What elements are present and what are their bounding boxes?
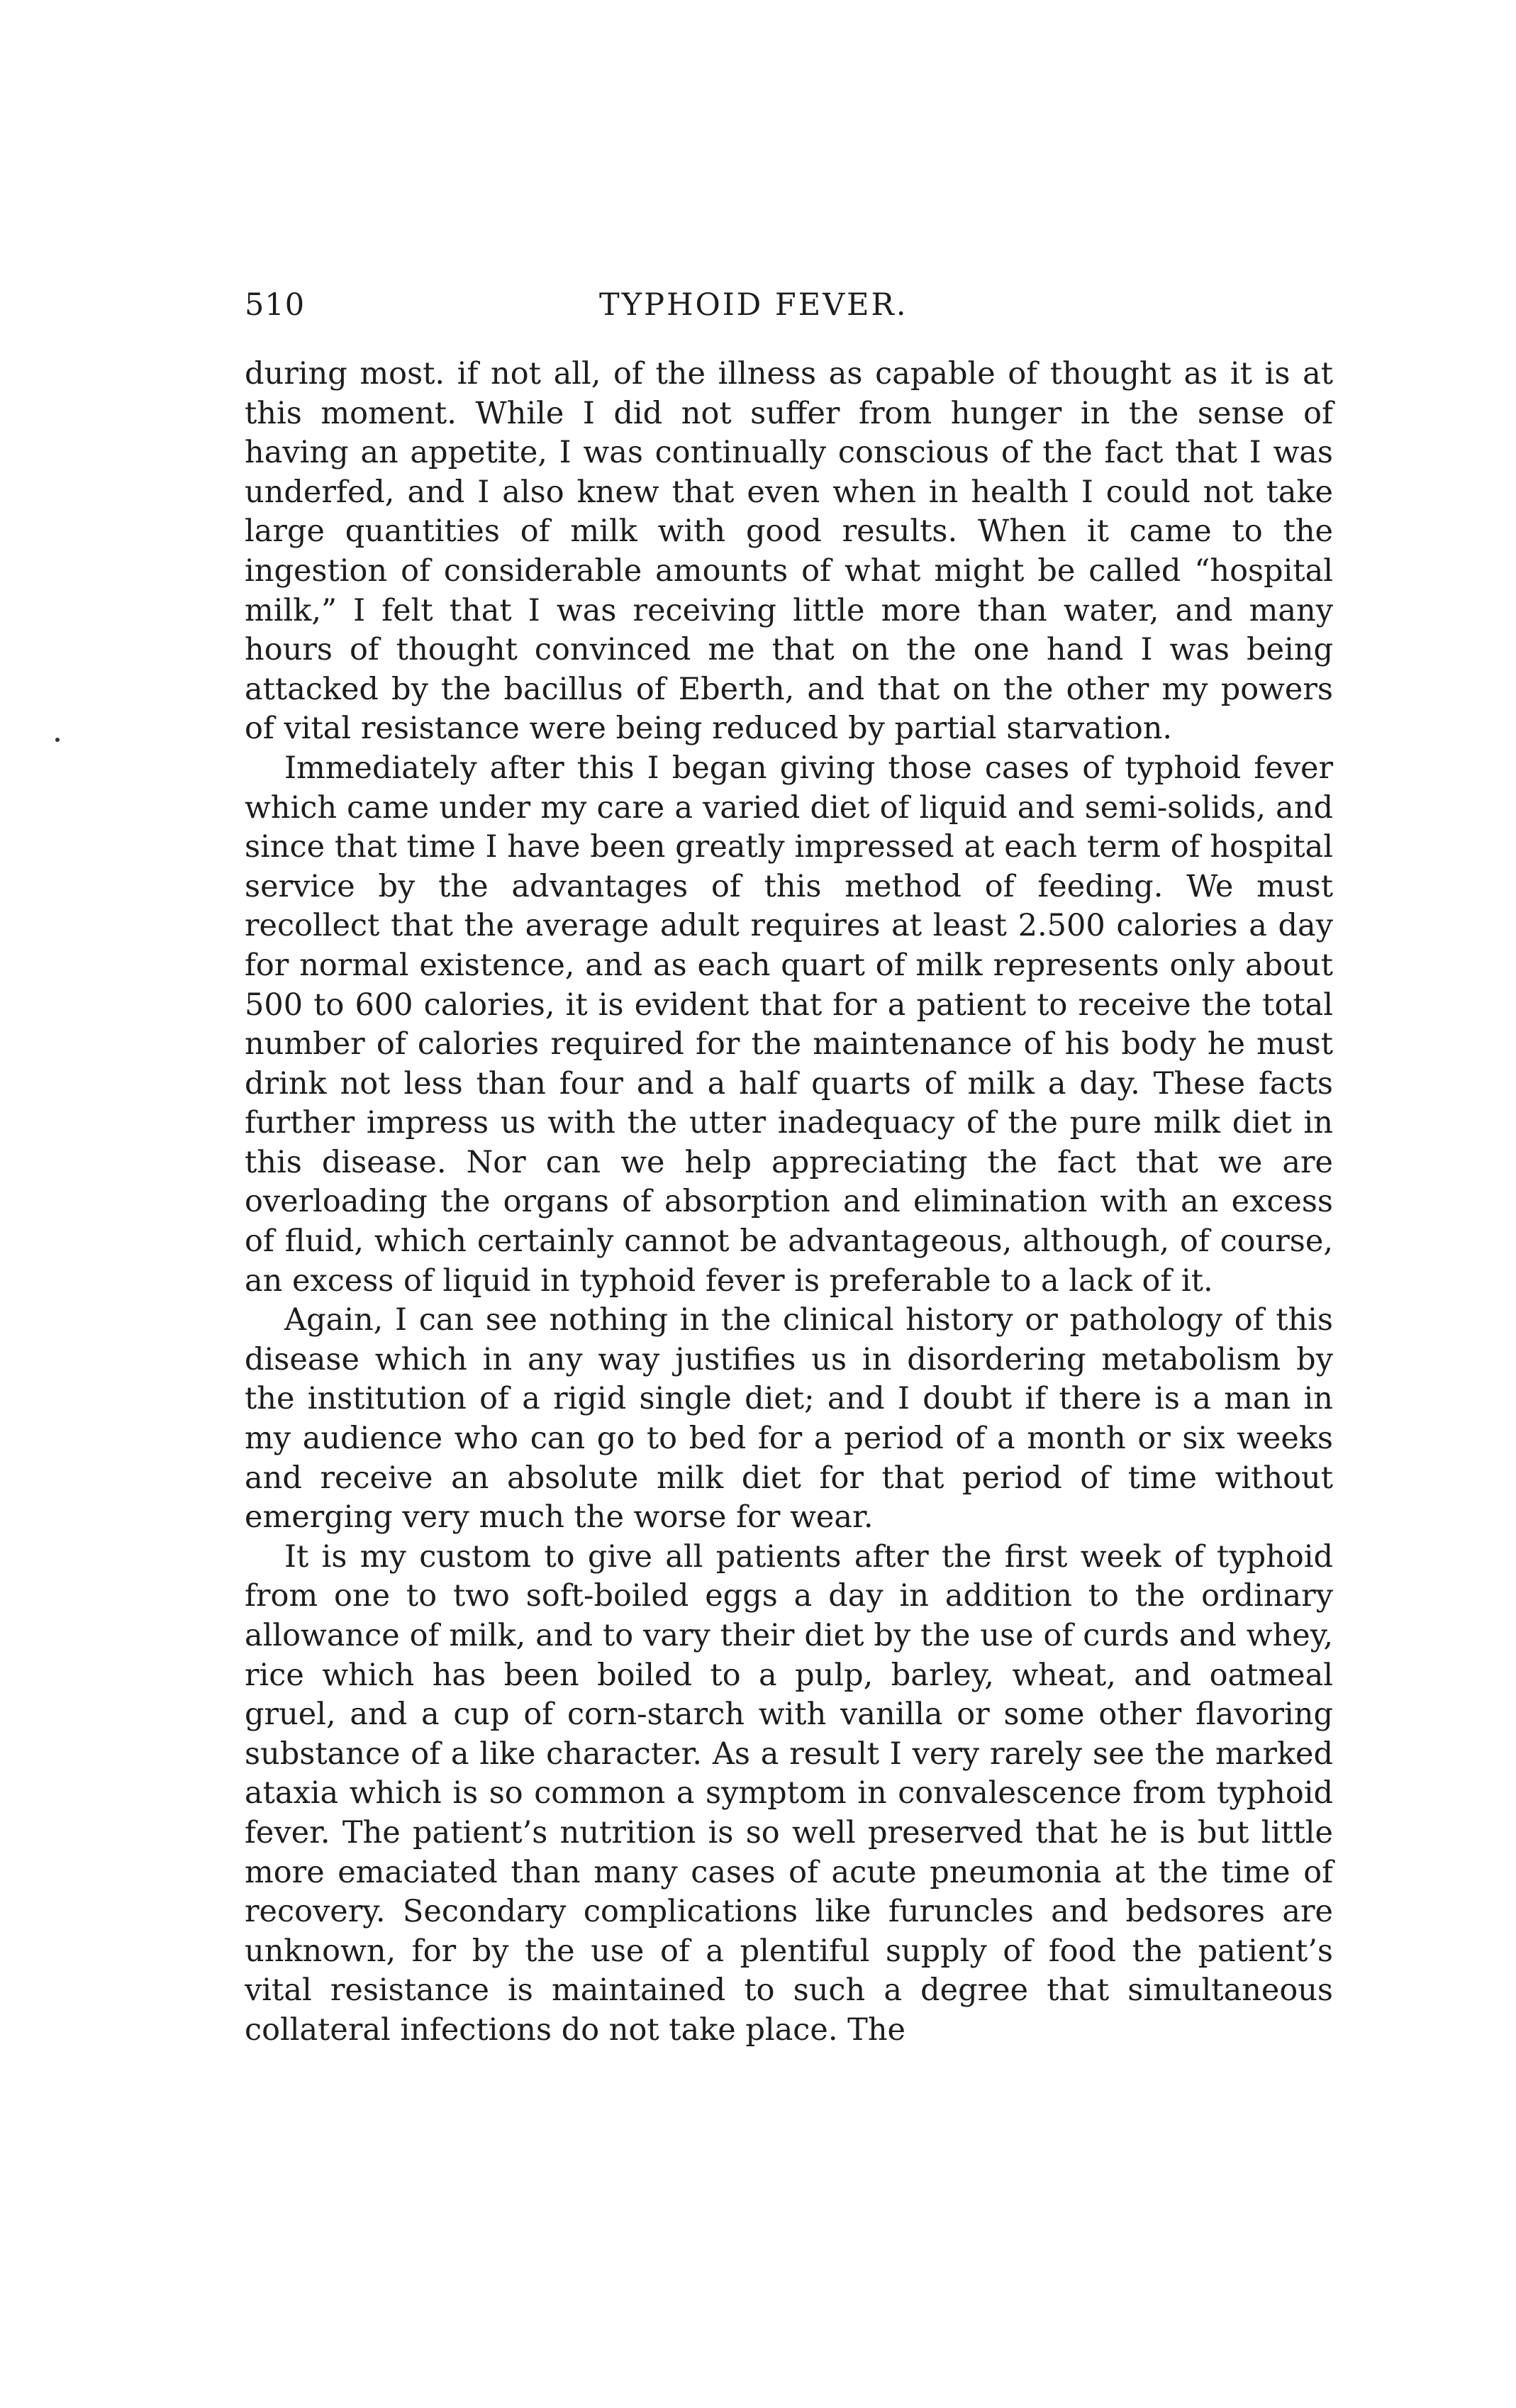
page-number: 510	[245, 287, 306, 323]
running-head	[245, 287, 1333, 330]
paragraph-diet-change: Immediately after this I began giving those cases of typhoid fever which came under my care a varied diet of liquid and semi-solids, and since that time I have been greatly impressed at each term of hospital service by the advantages of this method of feeding. We must recollect that the average adult requires at least 2.500 calories a day for normal existence, and as each quart of milk represents only about 500 to 600 calories, it is evident that for a patient to receive the total number of calories required for the maintenance of his body he must drink not less than four and a half quarts of milk a day. These facts further impress us with the utter inadequacy of the pure milk diet in this disease. Nor can we help appreciating the fact that we are overloading the organs of absorption and elimination with an excess of fluid, which certainly cannot be advantageous, although, of course, an excess of liquid in typhoid fever is preferable to a lack of it.	[245, 750, 1333, 1299]
paragraph-custom-diet: It is my custom to give all patients after the first week of typhoid from one to two soft-boiled eggs a day in addition to the ordinary allowance of milk, and to vary their diet by the use of curds and whey, rice which has been boiled to a pulp, barley, wheat, and oatmeal gruel, and a cup of corn-starch with vanilla or some other flavoring substance of a like character. As a result I very rarely see the marked ataxia which is so common a symptom in convalescence from typhoid fever. The patient’s nutrition is so well preserved that he is but little more emaciated than many cases of acute pneumonia at the time of recovery. Secondary complications like furuncles and bedsores are unknown, for by the use of a plentiful supply of food the patient’s vital resistance is maintained to such a degree that simultaneous collateral infections do not take place. The	[245, 1538, 1333, 2048]
body-text	[245, 355, 1333, 2051]
paragraph-clinical-history: Again, I can see nothing in the clinical history or pathology of this disease which in any way justifies us in disordering metabolism by the institution of a rigid single diet; and I doubt if there is a man in my audience who can go to bed for a period of a month or six weeks and receive an absolute milk diet for that period of time without emerging very much the worse for wear.	[245, 1302, 1333, 1536]
margin-speck	[55, 738, 60, 742]
paragraph-continuation: during most. if not all, of the illness as capable of thought as it is at this moment. While I did not suffer from hunger in the sense of having an appetite, I was continually conscious of the fact that I was underfed, and I also knew that even when in health I could not take large quantities of milk with good results. When it came to the ingestion of considerable amounts of what might be called “hospital milk,” I felt that I was receiving little more than water, and many hours of thought convinced me that on the one hand I was being attacked by the bacillus of Eberth, and that on the other my powers of vital resistance were being reduced by partial starvation.	[245, 356, 1333, 747]
running-title: TYPHOID FEVER.	[599, 287, 908, 323]
